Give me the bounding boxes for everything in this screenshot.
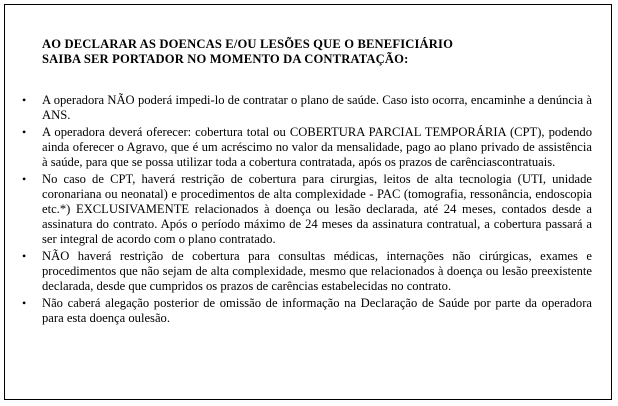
clause-text-5: Não caberá alegação posterior de omissão de informação na Declaração de Saúde por parte da operadora para esta doença oulesão. (42, 296, 592, 325)
section-heading (42, 37, 582, 67)
bullet-icon: • (22, 172, 27, 186)
clause-text-1: A operadora NÃO poderá impedi-lo de contratar o plano de saúde. Caso isto ocorra, encaminhe a denúncia à ANS. (42, 93, 592, 122)
clause-text-2: A operadora deverá oferecer: cobertura total ou COBERTURA PARCIAL TEMPORÁRIA (CPT), podendo ainda oferecer o Agravo, que é um acréscimo no valor da mensalidade, pago ao plano privado de assistência à saúde, para que se possa utilizar toda a cobertura contratada, após os prazos de carênciascontratuais. (42, 125, 592, 169)
clause-text-4: NÃO haverá restrição de cobertura para consultas médicas, internações não cirúrgicas, exames e procedimentos que não sejam de alta complexidade, mesmo que relacionados à doença ou lesão preexistente declarada, desde que cumpridos os prazos de carências estabelecidas no contrato. (42, 249, 592, 293)
heading-line-1: AO DECLARAR AS DOENCAS E/OU LESÕES QUE O BENEFICIÁRIO (42, 37, 454, 51)
heading-line-2: SAIBA SER PORTADOR NO MOMENTO DA CONTRATAÇÃO: (42, 52, 409, 66)
clause-list (22, 93, 592, 328)
clause-item (22, 125, 592, 170)
clause-item (22, 296, 592, 326)
bullet-icon: • (22, 93, 27, 107)
clause-text-3: No caso de CPT, haverá restrição de cobertura para cirurgias, leitos de alta tecnologia (UTI, unidade coronariana ou neonatal) e procedimentos de alta complexidade - PAC (tomografia, ressonância, endoscopia etc.*) EXCLUSIVAMENTE relacionados à doença ou lesão declarada, até 24 meses, contados desde a assinatura do contrato. Após o período máximo de 24 meses da assinatura contratual, a cobertura passará a ser integral de acordo com o plano contratado. (42, 172, 592, 246)
clause-item (22, 93, 592, 123)
clause-item (22, 172, 592, 247)
clause-item (22, 249, 592, 294)
bullet-icon: • (22, 125, 27, 139)
bullet-icon: • (22, 249, 27, 263)
bullet-icon: • (22, 296, 27, 310)
